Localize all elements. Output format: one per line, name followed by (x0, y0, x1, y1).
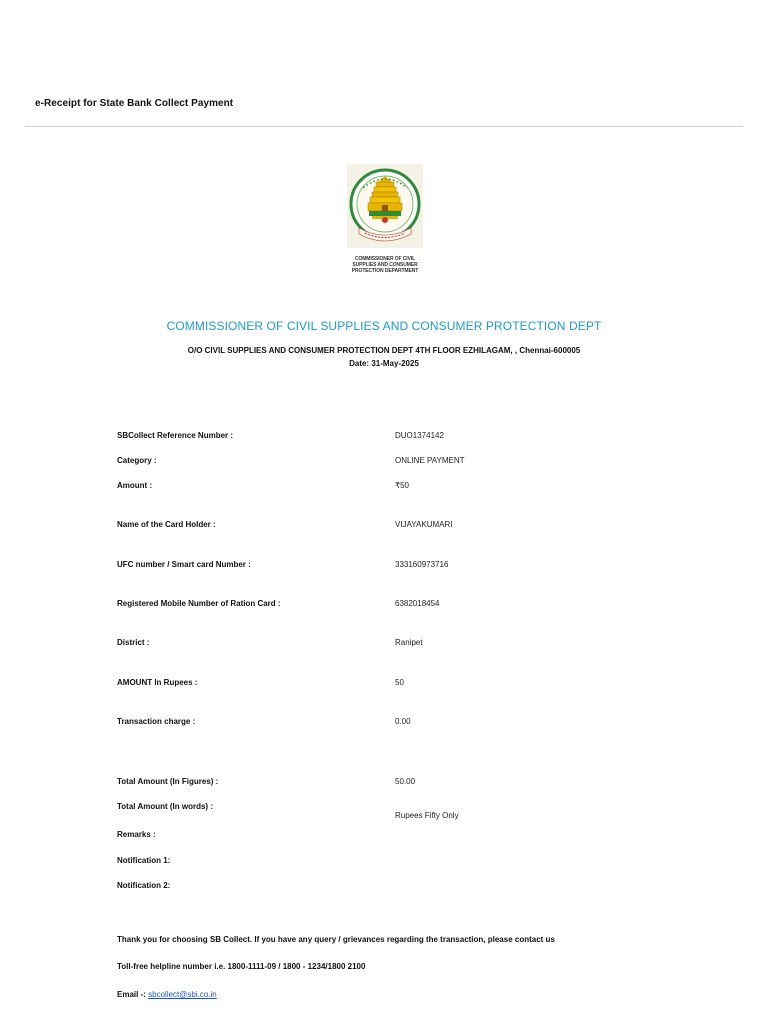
detail-value: DUO1374142 (395, 431, 444, 440)
logo-caption-line: PROTECTION DEPARTMENT (351, 268, 419, 274)
department-logo (343, 162, 427, 274)
detail-row-remarks (117, 830, 637, 844)
department-title: COMMISSIONER OF CIVIL SUPPLIES AND CONSUMER PROTECTION DEPT (166, 319, 602, 333)
detail-label: District : (117, 638, 150, 647)
receipt-date: Date: 31-May-2025 (349, 359, 419, 368)
detail-row-district (117, 638, 637, 652)
detail-label: AMOUNT In Rupees : (117, 678, 198, 687)
detail-row-notification-1 (117, 856, 637, 870)
detail-label: UFC number / Smart card Number : (117, 560, 251, 569)
detail-label: SBCollect Reference Number : (117, 431, 234, 440)
detail-row-ufc-number (117, 560, 637, 574)
email-link[interactable]: sbcollect@sbi.co.in (148, 990, 217, 999)
detail-value: 50.00 (395, 777, 416, 786)
detail-label: Amount : (117, 481, 153, 490)
detail-row-mobile-number (117, 599, 637, 613)
detail-row-total-figures (117, 777, 637, 791)
footer-email-line (117, 990, 217, 999)
detail-row-reference (117, 431, 637, 445)
logo-caption-line: SUPPLIES AND CONSUMER (352, 262, 418, 268)
detail-value: Rupees Fifty Only (395, 811, 459, 820)
detail-label: Transaction charge : (117, 717, 196, 726)
detail-label: Total Amount (In Figures) : (117, 777, 219, 786)
detail-value: 6382018454 (395, 599, 440, 608)
detail-value: 333160973716 (395, 560, 449, 569)
detail-row-transaction-charge (117, 717, 637, 731)
detail-label: Registered Mobile Number of Ration Card : (117, 599, 281, 608)
detail-value: ONLINE PAYMENT (395, 456, 465, 465)
tamil-nadu-emblem-icon (345, 162, 425, 250)
detail-value: Ranipet (395, 638, 423, 647)
detail-label: Notification 2: (117, 881, 171, 890)
detail-value: VIJAYAKUMARI (395, 520, 453, 529)
detail-label: Total Amount (In words) : (117, 802, 213, 811)
detail-label: Remarks : (117, 830, 156, 839)
receipt-header-title: e-Receipt for State Bank Collect Payment (35, 98, 234, 109)
detail-value: 0.00 (395, 717, 411, 726)
header-divider (25, 126, 743, 127)
footer-helpline-text: Toll-free helpline number i.e. 1800-1111-09 / 1800 - 1234/1800 2100 (117, 962, 366, 971)
detail-label: Name of the Card Holder : (117, 520, 216, 529)
detail-row-category (117, 456, 637, 470)
logo-caption-line: COMMISSIONER OF CIVIL (354, 256, 416, 262)
department-address: O/O CIVIL SUPPLIES AND CONSUMER PROTECTION DEPT 4TH FLOOR EZHILAGAM, , Chennai-600005 (187, 346, 581, 355)
detail-row-card-holder (117, 520, 637, 534)
detail-value: ₹50 (395, 481, 409, 490)
detail-label: Notification 1: (117, 856, 171, 865)
detail-row-notification-2 (117, 881, 637, 895)
footer-email-label: Email -: (117, 990, 146, 999)
detail-value: 50 (395, 678, 404, 687)
detail-row-total-words (117, 802, 637, 820)
footer-thanks-text: Thank you for choosing SB Collect. If you have any query / grievances regarding the transaction, please contact us (117, 935, 555, 944)
detail-row-amount-rupees (117, 678, 637, 692)
detail-label: Category : (117, 456, 157, 465)
detail-row-amount (117, 481, 637, 495)
